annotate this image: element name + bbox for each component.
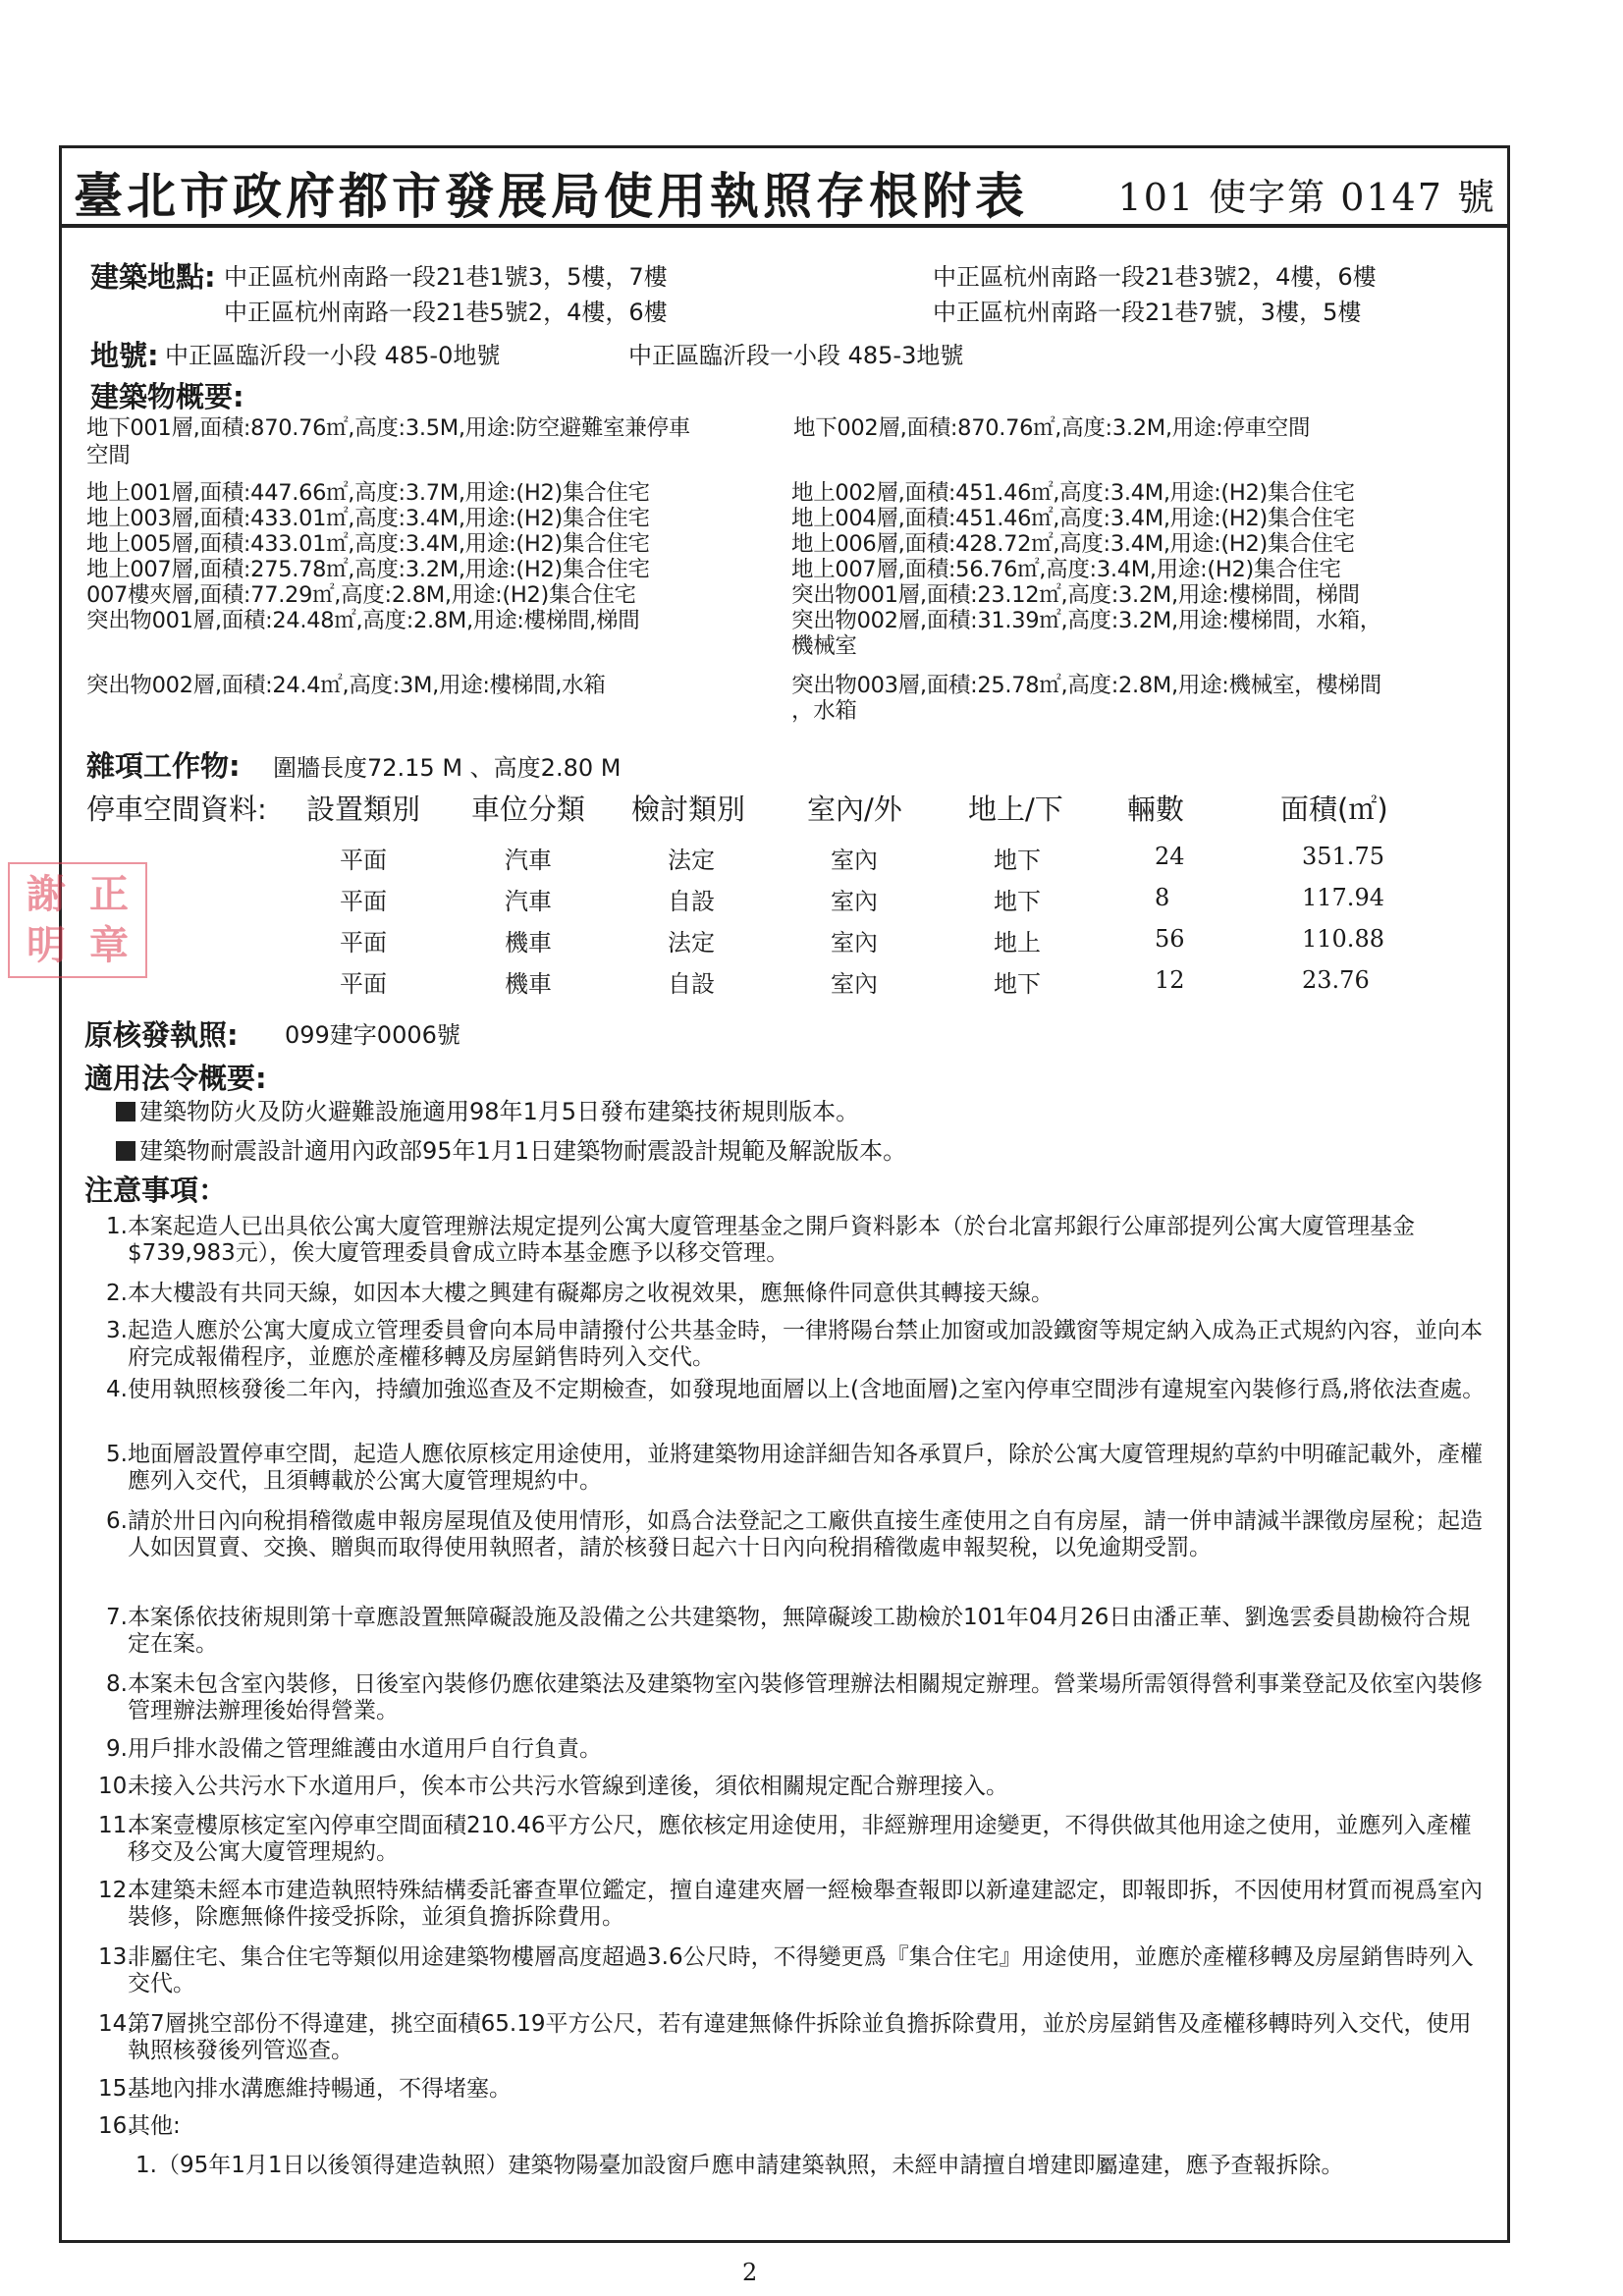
table-cell: 地下 (994, 888, 1041, 915)
location-line-4: 中正區杭州南路一段21巷7號，3樓，5樓 (933, 299, 1362, 326)
table-cell: 117.94 (1302, 884, 1384, 911)
table-cell: 室內 (831, 888, 878, 915)
table-cell: 法定 (668, 929, 715, 957)
overview-right-7: 突出物003層,面積:25.78㎡,高度:2.8M,用途:機械室，樓梯間 (791, 673, 1381, 698)
note-text: 本案壹樓原核定室內停車空間面積210.46平方公尺，應依核定用途使用，非經辦理用途變更，不得供做其他用途之使用，並應列入產權移交及公寓大廈管理規約。 (128, 1813, 1472, 1865)
checkbox-checked-icon (116, 1141, 135, 1161)
note-text: 未接入公共污水下水道用戶，俟本市公共污水管線到達後，須依相關規定配合辦理接入。 (128, 1774, 1008, 1799)
note-number: 3. (106, 1318, 128, 1343)
table-cell: 12 (1155, 966, 1185, 994)
note-item-3 (98, 1318, 1492, 1371)
parking-header-type: 設置類別 (306, 793, 421, 826)
seal-char: 明 (27, 922, 66, 968)
note-number: 6. (106, 1508, 128, 1534)
table-cell: 56 (1155, 925, 1185, 953)
note-text: 其他: (128, 2113, 181, 2139)
overview-right-6: 突出物002層,面積:31.39㎡,高度:3.2M,用途:樓梯間，水箱， (791, 608, 1381, 633)
table-cell: 機車 (505, 929, 552, 957)
overview-right-5: 突出物001層,面積:23.12㎡,高度:3.2M,用途:樓梯間，梯間 (791, 582, 1360, 608)
parking-header-count: 輛數 (1127, 793, 1185, 826)
note-number: 1. (135, 2153, 157, 2178)
title-row (59, 145, 1510, 228)
notes-label: 注意事項： (84, 1174, 228, 1207)
table-cell: 平面 (340, 929, 387, 957)
table-cell: 地下 (994, 847, 1041, 874)
table-cell: 8 (1155, 884, 1170, 911)
note-item-15 (98, 2076, 1492, 2103)
laws-label: 適用法令概要: (84, 1062, 267, 1095)
location-line-2: 中正區杭州南路一段21巷3號2，4樓，6樓 (933, 263, 1377, 291)
overview-left-7: 突出物002層,面積:24.4㎡,高度:3M,用途:樓梯間,水箱 (86, 673, 606, 698)
law-item-text: 建築物耐震設計適用內政部95年1月1日建築物耐震設計規範及解說版本。 (139, 1137, 907, 1165)
seal-char: 章 (89, 922, 129, 968)
original-permit-value: 099建字0006號 (285, 1021, 460, 1049)
note-text: （95年1月1日以後領得建造執照）建築物陽臺加設窗戶應申請建築執照，未經申請擅自增建即屬違建，應予查報拆除。 (157, 2153, 1344, 2178)
law-item-1 (116, 1092, 859, 1126)
note-text: 本大樓設有共同天線，如因本大樓之興建有礙鄰房之收視效果，應無條件同意供其轉接天線。 (128, 1281, 1054, 1306)
table-cell: 汽車 (505, 847, 552, 874)
overview-right-1: 地上002層,面積:451.46㎡,高度:3.4M,用途:(H2)集合住宅 (791, 480, 1355, 506)
overview-right-2: 地上004層,面積:451.46㎡,高度:3.4M,用途:(H2)集合住宅 (791, 506, 1355, 531)
parking-label: 停車空間資料: (86, 793, 267, 826)
overview-basement-1: 地下001層,面積:870.76㎡,高度:3.5M,用途:防空避難室兼停車 (86, 415, 690, 441)
table-cell: 法定 (668, 847, 715, 874)
law-item-text: 建築物防火及防火避難設施適用98年1月5日發布建築技術規則版本。 (139, 1098, 860, 1125)
original-permit-label: 原核發執照: (84, 1018, 239, 1052)
note-item-14 (98, 2011, 1492, 2064)
overview-left-6: 突出物001層,面積:24.48㎡,高度:2.8M,用途:樓梯間,梯間 (86, 608, 640, 633)
overview-basement-2: 地下002層,面積:870.76㎡,高度:3.2M,用途:停車空間 (793, 415, 1311, 441)
overview-right-4: 地上007層,面積:56.76㎡,高度:3.4M,用途:(H2)集合住宅 (791, 557, 1341, 582)
note-item-2 (98, 1281, 1492, 1307)
table-cell: 地上 (994, 929, 1041, 957)
note-text: 第7層挑空部份不得違建，挑空面積65.19平方公尺，若有違建無條件拆除並負擔拆除費用，並於房屋銷售及產權移轉時列入交代，使用執照核發後列管巡查。 (128, 2011, 1472, 2063)
note-text: 用戶排水設備之管理維護由水道用戶自行負責。 (128, 1736, 602, 1762)
note-text: 本案係依技術規則第十章應設置無障礙設施及設備之公共建築物，無障礙竣工勘檢於101年04月26日由潘正華、劉逸雲委員勘檢符合規定在案。 (128, 1605, 1471, 1657)
location-line-3: 中正區杭州南路一段21巷5號2，4樓，6樓 (224, 299, 668, 326)
overview-basement-1-wrap: 空間 (86, 443, 131, 468)
table-cell: 平面 (340, 970, 387, 998)
note-text: 請於卅日內向稅捐稽徵處申報房屋現值及使用情形，如爲合法登記之工廠供直接生產使用之自有房屋，請一併申請減半課徵房屋稅；起造人如因買賣、交換、贈與而取得使用執照者，請於核發日起六十日內向稅捐稽徵處申報契稅，以免逾期受罰。 (128, 1508, 1483, 1560)
parking-header-class: 車位分類 (471, 793, 586, 826)
note-text: 非屬住宅、集合住宅等類似用途建築物樓層高度超過3.6公尺時，不得變更爲『集合住宅』用途使用，並應於產權移轉及房屋銷售時列入交代。 (128, 1944, 1474, 1996)
note-text: 本案起造人已出具依公寓大廈管理辦法規定提列公寓大廈管理基金之開戶資料影本（於台北富邦銀行公庫部提列公寓大廈管理基金$739,983元），俟大廈管理委員會成立時本基金應予以移交管理。 (128, 1214, 1415, 1266)
page-title: 臺北市政府都市發展局使用執照存根附表 (74, 167, 1028, 225)
permit-number: 101 使字第 0147 號 (1117, 176, 1496, 219)
lot-value-1: 中正區臨沂段一小段 485-0地號 (165, 342, 501, 369)
law-item-2 (116, 1131, 906, 1166)
note-number: 5. (106, 1442, 128, 1467)
official-seal-stamp (8, 862, 147, 978)
note-number: 11. (98, 1813, 135, 1838)
note-item-12 (98, 1878, 1492, 1931)
note-item-11 (98, 1813, 1492, 1866)
note-number: 15. (98, 2076, 135, 2102)
overview-right-3: 地上006層,面積:428.72㎡,高度:3.4M,用途:(H2)集合住宅 (791, 531, 1355, 557)
note-number: 10. (98, 1774, 135, 1799)
overview-left-4: 地上007層,面積:275.78㎡,高度:3.2M,用途:(H2)集合住宅 (86, 557, 650, 582)
checkbox-checked-icon (116, 1102, 135, 1121)
table-cell: 自設 (668, 888, 715, 915)
lot-value-2: 中正區臨沂段一小段 485-3地號 (628, 342, 964, 369)
overview-left-1: 地上001層,面積:447.66㎡,高度:3.7M,用途:(H2)集合住宅 (86, 480, 650, 506)
table-cell: 110.88 (1302, 925, 1384, 953)
table-cell: 室內 (831, 929, 878, 957)
note-text: 使用執照核發後二年內，持續加強巡查及不定期檢查，如發現地面層以上(含地面層)之室內停車空間涉有違規室內裝修行爲,將依法查處。 (128, 1377, 1486, 1402)
note-number: 8. (106, 1671, 128, 1697)
overview-left-3: 地上005層,面積:433.01㎡,高度:3.4M,用途:(H2)集合住宅 (86, 531, 650, 557)
note-item-8 (98, 1671, 1492, 1724)
parking-header-level: 地上/下 (968, 793, 1063, 826)
note-item-16 (98, 2113, 1492, 2140)
misc-value: 圍牆長度72.15 M 、高度2.80 M (273, 754, 622, 782)
table-cell: 地下 (994, 970, 1041, 998)
note-number: 2. (106, 1281, 128, 1306)
note-number: 16. (98, 2113, 135, 2139)
table-cell: 平面 (340, 888, 387, 915)
location-label: 建築地點: (90, 260, 216, 294)
overview-right-7-wrap: ，水箱 (791, 698, 857, 724)
location-line-1: 中正區杭州南路一段21巷1號3，5樓，7樓 (224, 263, 668, 291)
table-cell: 自設 (668, 970, 715, 998)
note-number: 13. (98, 1944, 135, 1970)
table-cell: 室內 (831, 847, 878, 874)
note-item-1 (98, 1214, 1492, 1267)
overview-label: 建築物概要: (90, 380, 244, 413)
page-number: 2 (742, 2259, 758, 2286)
overview-right-6-wrap: 機械室 (791, 633, 857, 659)
seal-char: 正 (89, 871, 129, 917)
note-item-6 (98, 1508, 1492, 1561)
parking-header-review: 檢討類別 (631, 793, 746, 826)
lot-label: 地號: (90, 339, 159, 372)
note-text: 起造人應於公寓大廈成立管理委員會向本局申請撥付公共基金時，一律將陽台禁止加窗或加設鐵窗等規定納入成為正式規約內容，並向本府完成報備程序，並應於產權移轉及房屋銷售時列入交代。 (128, 1318, 1483, 1370)
table-cell: 機車 (505, 970, 552, 998)
note-sub-item-1 (128, 2153, 1483, 2179)
table-cell: 24 (1155, 843, 1185, 870)
note-text: 本案未包含室內裝修，日後室內裝修仍應依建築法及建築物室內裝修管理辦法相關規定辦理。營業場所需領得營利事業登記及依室內裝修管理辦法辦理後始得營業。 (128, 1671, 1483, 1723)
table-cell: 汽車 (505, 888, 552, 915)
parking-header-area: 面積(㎡) (1280, 793, 1388, 826)
note-text: 基地內排水溝應維持暢通，不得堵塞。 (128, 2076, 512, 2102)
table-cell: 351.75 (1302, 843, 1384, 870)
note-item-4 (98, 1377, 1492, 1403)
note-item-9 (98, 1736, 1492, 1763)
note-item-13 (98, 1944, 1492, 1997)
note-number: 1. (106, 1214, 128, 1239)
overview-left-5: 007樓夾層,面積:77.29㎡,高度:2.8M,用途:(H2)集合住宅 (86, 582, 636, 608)
table-cell: 平面 (340, 847, 387, 874)
note-number: 7. (106, 1605, 128, 1630)
note-number: 12. (98, 1878, 135, 1903)
table-cell: 室內 (831, 970, 878, 998)
note-text: 地面層設置停車空間，起造人應依原核定用途使用，並將建築物用途詳細告知各承買戶，除於公寓大廈管理規約草約中明確記載外，產權應列入交代，且須轉載於公寓大廈管理規約中。 (128, 1442, 1483, 1494)
seal-char: 謝 (27, 871, 66, 917)
note-item-5 (98, 1442, 1492, 1495)
note-number: 4. (106, 1377, 128, 1402)
table-cell: 23.76 (1302, 966, 1370, 994)
note-text: 本建築未經本市建造執照特殊結構委託審查單位鑑定，擅自違建夾層一經檢舉查報即以新違建認定，即報即拆，不因使用材質而視爲室內裝修，除應無條件接受拆除，並須負擔拆除費用。 (128, 1878, 1483, 1930)
overview-left-2: 地上003層,面積:433.01㎡,高度:3.4M,用途:(H2)集合住宅 (86, 506, 650, 531)
parking-header-indoor: 室內/外 (807, 793, 902, 826)
note-item-7 (98, 1605, 1492, 1658)
note-number: 14. (98, 2011, 135, 2037)
note-number: 9. (106, 1736, 128, 1762)
note-item-10 (98, 1774, 1492, 1800)
misc-label: 雜項工作物: (86, 749, 241, 783)
